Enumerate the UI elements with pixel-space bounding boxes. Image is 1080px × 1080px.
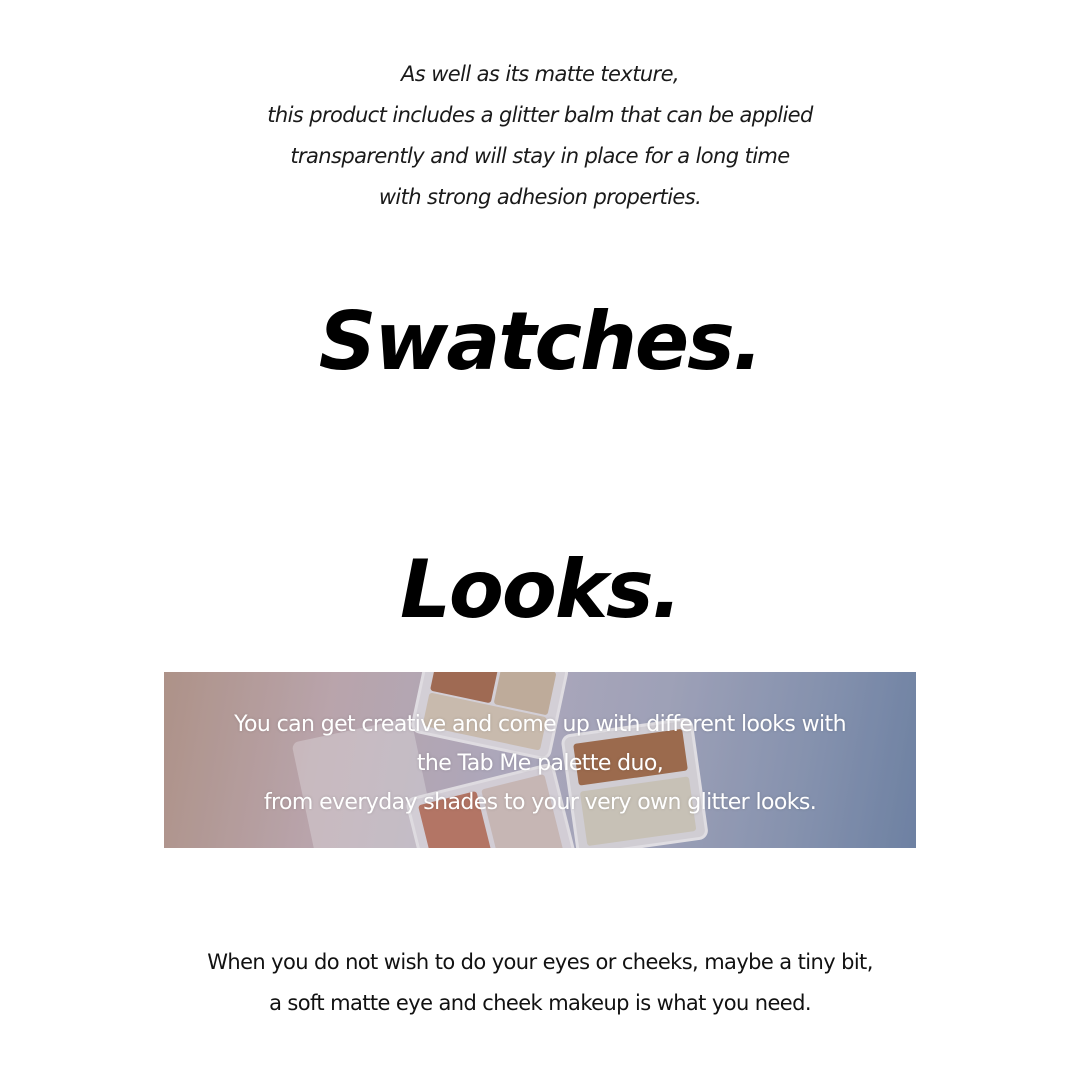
outro-line: When you do not wish to do your eyes or cheeks, maybe a tiny bit, bbox=[207, 950, 873, 974]
intro-text-block bbox=[0, 54, 1080, 218]
intro-line: with strong adhesion properties. bbox=[378, 185, 702, 209]
banner-caption bbox=[164, 705, 916, 822]
outro-text-block bbox=[0, 942, 1080, 1024]
banner-line: from everyday shades to your very own glitter looks. bbox=[263, 790, 817, 815]
intro-line: transparently and will stay in place for a long time bbox=[290, 144, 790, 168]
banner-line: the Tab Me palette duo, bbox=[416, 751, 664, 776]
intro-line: As well as its matte texture, bbox=[401, 62, 679, 86]
intro-line: this product includes a glitter balm that can be applied bbox=[267, 103, 813, 127]
outro-line: a soft matte eye and cheek makeup is what you need. bbox=[269, 991, 811, 1015]
banner-line: You can get creative and come up with different looks with bbox=[234, 712, 846, 737]
looks-banner bbox=[164, 672, 916, 848]
swatches-heading: Swatches. bbox=[318, 295, 762, 388]
looks-heading: Looks. bbox=[399, 543, 681, 636]
